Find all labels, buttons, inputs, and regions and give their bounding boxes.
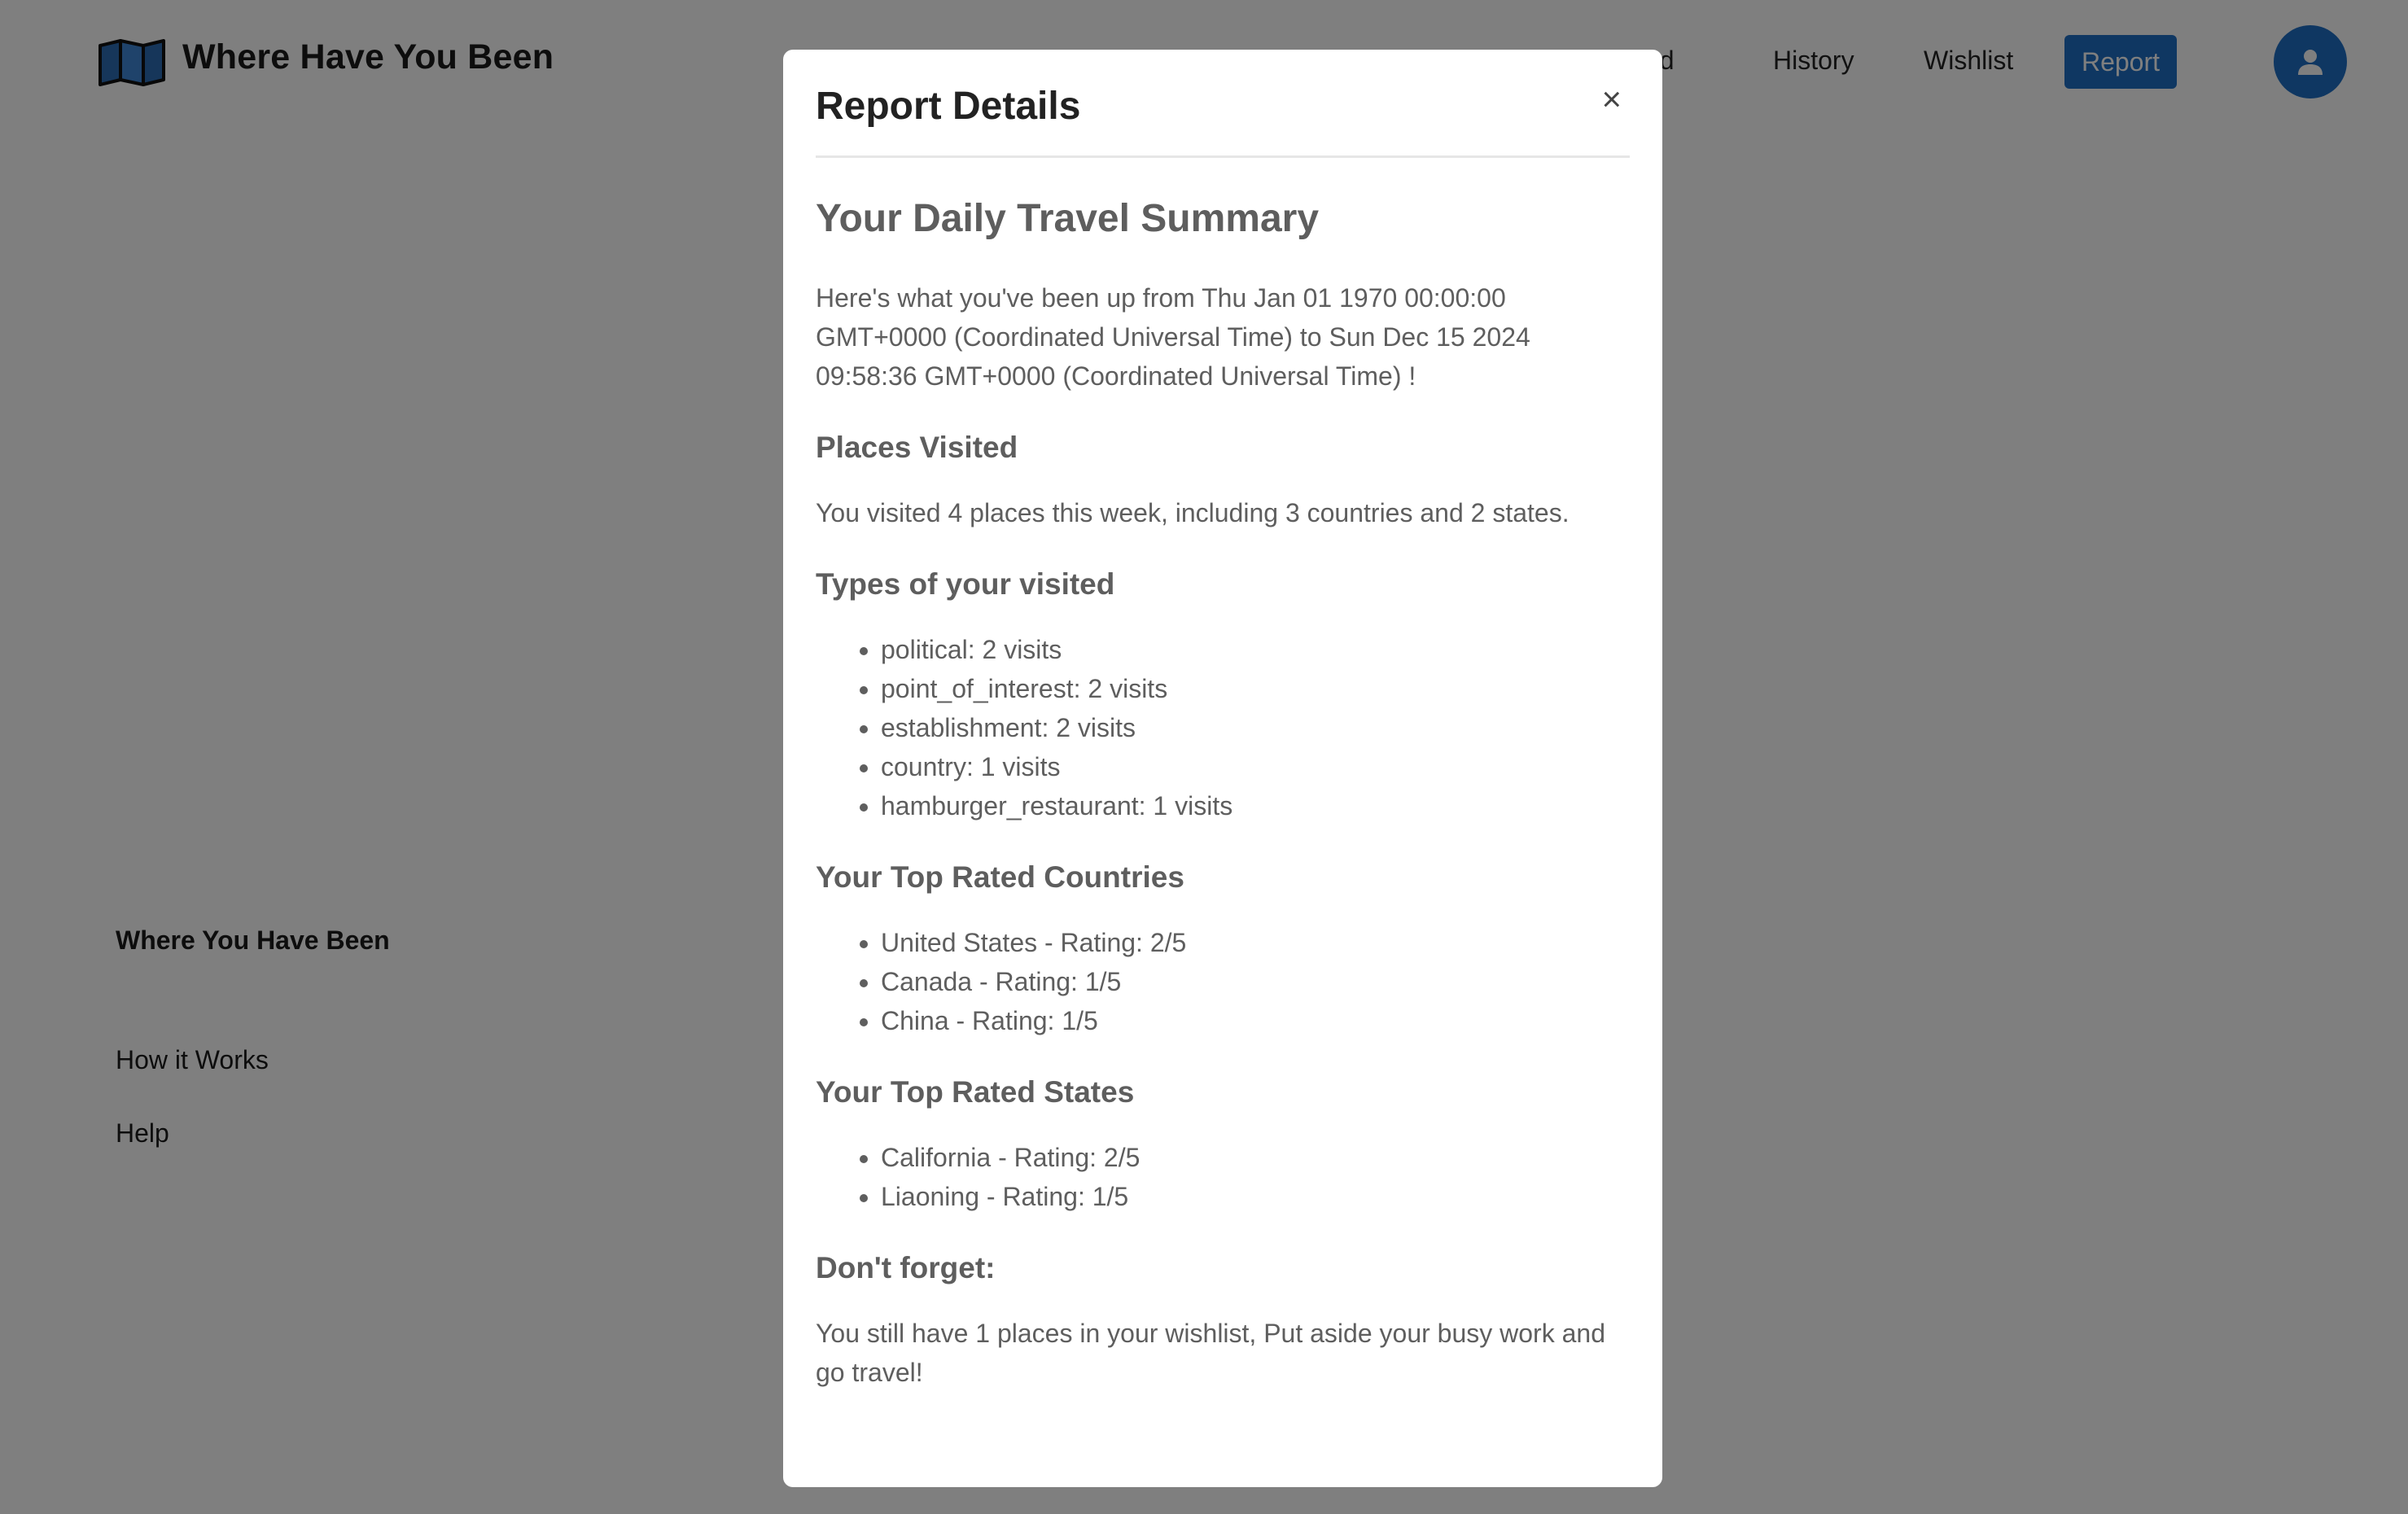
places-visited-heading: Places Visited [816, 430, 1018, 464]
top-states-list [816, 1138, 1630, 1216]
top-countries-heading: Your Top Rated Countries [816, 860, 1184, 894]
reminder-text: You still have 1 places in your wishlist, Put aside your busy work and go travel! [816, 1319, 1605, 1388]
list-item: • Liaoning - Rating: 1/5 [881, 1177, 1630, 1216]
list-item: • country: 1 visits [881, 747, 1630, 786]
summary-title: Your Daily Travel Summary [816, 197, 1320, 240]
visit-types-heading: Types of your visited [816, 567, 1115, 601]
list-item: • establishment: 2 visits [881, 708, 1630, 747]
modal-header [816, 50, 1630, 158]
list-item: • political: 2 visits [881, 630, 1630, 669]
list-item: • California - Rating: 2/5 [881, 1138, 1630, 1177]
summary-intro: Here's what you've been up from Thu Jan 01 1970 00:00:00 GMT+0000 (Coordinated Universal Time) to Sun Dec 15 2024 09:58:36 GMT+0000 (Coordinated Universal Time) ! [816, 282, 1530, 391]
top-states-heading: Your Top Rated States [816, 1074, 1135, 1109]
top-countries-list [816, 923, 1630, 1040]
close-icon[interactable]: × [1601, 80, 1622, 118]
list-item: • Canada - Rating: 1/5 [881, 962, 1630, 1001]
list-item: • United States - Rating: 2/5 [881, 923, 1630, 962]
report-details-modal [783, 50, 1662, 1487]
list-item: • hamburger_restaurant: 1 visits [881, 786, 1630, 825]
modal-title: Report Details [816, 85, 1081, 128]
modal-body [816, 158, 1630, 1392]
visit-types-list [816, 630, 1630, 825]
reminder-heading: Don't forget: [816, 1250, 996, 1284]
places-visited-text: You visited 4 places this week, including 3 countries and 2 states. [816, 497, 1570, 527]
list-item: • China - Rating: 1/5 [881, 1001, 1630, 1040]
list-item: • point_of_interest: 2 visits [881, 669, 1630, 708]
